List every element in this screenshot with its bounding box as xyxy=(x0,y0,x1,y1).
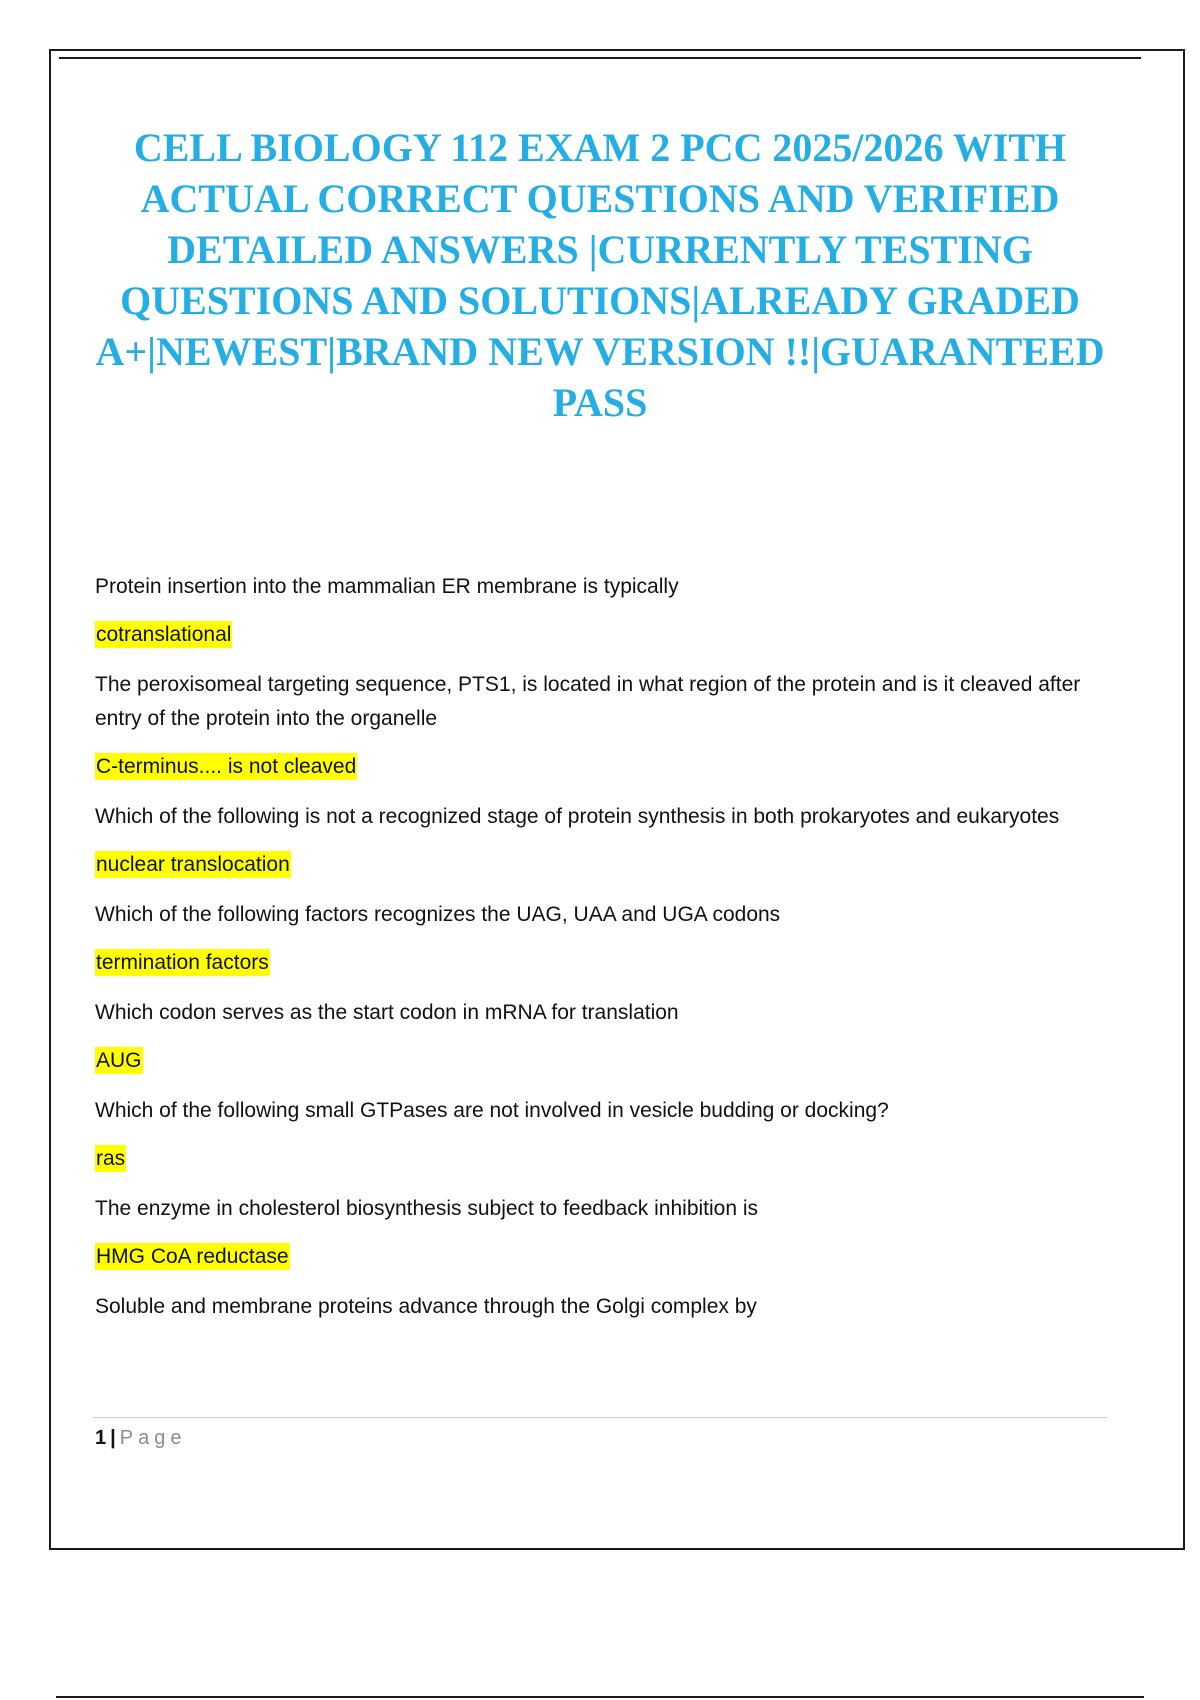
top-rule xyxy=(59,57,1141,59)
page-separator: | xyxy=(110,1427,116,1449)
qa-item xyxy=(95,996,1090,1080)
qa-item xyxy=(95,1290,1090,1324)
bottom-rule xyxy=(56,1696,1144,1698)
question-text: The enzyme in cholesterol biosynthesis subject to feedback inhibition is xyxy=(95,1197,759,1220)
question-text: Which codon serves as the start codon in mRNA for translation xyxy=(95,1001,679,1024)
question-text: Which of the following small GTPases are not involved in vesicle budding or docking? xyxy=(95,1099,889,1122)
answer-highlight: cotranslational xyxy=(96,623,232,646)
page-footer xyxy=(95,1425,186,1451)
page-label: Page xyxy=(119,1427,187,1449)
answer-highlight: termination factors xyxy=(96,951,269,974)
question-text: Which of the following is not a recognized stage of protein synthesis in both prokaryotes and eukaryotes xyxy=(95,805,1060,828)
answer-highlight: ras xyxy=(96,1147,126,1170)
page-number: 1 xyxy=(95,1427,107,1449)
qa-list xyxy=(95,570,1090,1338)
answer-highlight: nuclear translocation xyxy=(96,853,290,876)
qa-item xyxy=(95,1094,1090,1178)
qa-item xyxy=(95,668,1090,786)
qa-item xyxy=(95,898,1090,982)
question-text: The peroxisomeal targeting sequence, PTS1, is located in what region of the protein and is it cleaved after entry of the protein into the organelle xyxy=(95,673,1081,730)
question-text: Protein insertion into the mammalian ER membrane is typically xyxy=(95,575,679,598)
footer-rule xyxy=(93,1417,1107,1418)
answer-highlight: HMG CoA reductase xyxy=(96,1245,289,1268)
question-text: Which of the following factors recognizes the UAG, UAA and UGA codons xyxy=(95,903,781,926)
answer-highlight: AUG xyxy=(96,1049,142,1072)
qa-item xyxy=(95,800,1090,884)
qa-item xyxy=(95,1192,1090,1276)
question-text-trailing: Soluble and membrane proteins advance through the Golgi complex by xyxy=(95,1295,757,1318)
document-title: CELL BIOLOGY 112 EXAM 2 PCC 2025/2026 WITH ACTUAL CORRECT QUESTIONS AND VERIFIED DETAILED ANSWERS |CURRENTLY TESTING QUESTIONS AND SOLUTIONS|ALREADY GRADED A+|NEWEST|BRAND NEW VERSION !!|GUARANTEED PASS xyxy=(95,125,1105,425)
answer-highlight: C-terminus.... is not cleaved xyxy=(96,755,357,778)
qa-item xyxy=(95,570,1090,654)
